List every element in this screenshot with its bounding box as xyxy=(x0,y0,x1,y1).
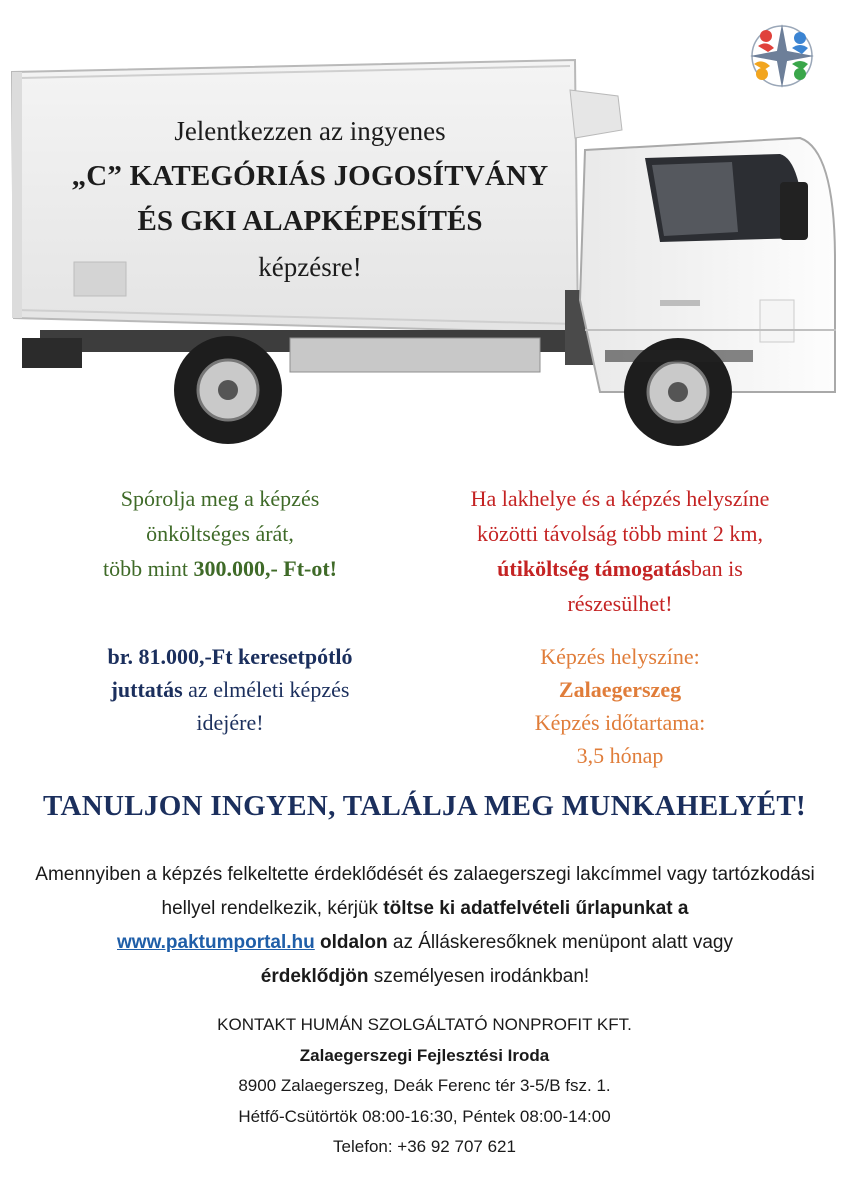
headline-training: képzésre! xyxy=(258,252,362,282)
allowance-line-2 xyxy=(30,673,430,706)
allowance-suffix: az elméleti képzés xyxy=(182,677,350,702)
allowance-line-3: idejére! xyxy=(196,710,264,735)
pakt-logo xyxy=(744,18,820,94)
opening-hours: Hétfő-Csütörtök 08:00-16:30, Péntek 08:00-14:00 xyxy=(238,1106,611,1126)
savings-block xyxy=(30,481,410,586)
info-paragraph xyxy=(30,858,820,994)
slogan: TANULJON INGYEN, TALÁLJA MEG MUNKAHELYÉT! xyxy=(43,790,806,822)
paktumportal-link[interactable]: www.paktumportal.hu xyxy=(117,932,315,953)
duration-value: 3,5 hónap xyxy=(576,743,664,768)
travel-line-1: Ha lakhelye és a képzés helyszíne xyxy=(470,486,770,511)
duration-label: Képzés időtartama: xyxy=(534,710,706,735)
location-place-name: Zalaegerszeg xyxy=(558,677,682,702)
travel-line-2: közötti távolság több mint 2 km, xyxy=(477,521,763,546)
allowance-line-1 xyxy=(30,640,430,673)
savings-line-1: Spórolja meg a képzés xyxy=(120,486,320,511)
phone-number: Telefon: +36 92 707 621 xyxy=(333,1137,516,1156)
location-place xyxy=(415,673,825,706)
travel-line-3 xyxy=(415,551,825,586)
travel-line-4: részesülhet! xyxy=(567,591,673,616)
office-address: 8900 Zalaegerszeg, Deák Ferenc tér 3-5/B fsz. 1. xyxy=(238,1076,611,1095)
savings-amount: 300.000,- Ft-ot! xyxy=(193,556,338,581)
allowance-block xyxy=(30,640,430,739)
allowance-word: juttatás xyxy=(110,677,183,702)
savings-prefix: több mint xyxy=(102,556,194,581)
office-name: Zalaegerszegi Fejlesztési Iroda xyxy=(299,1045,550,1065)
company-name: KONTAKT HUMÁN SZOLGÁLTATÓ NONPROFIT KFT. xyxy=(217,1015,632,1034)
info-oldalon: oldalon xyxy=(320,932,388,953)
headline-license: „C” KATEGÓRIÁS JOGOSÍTVÁNY xyxy=(71,160,549,192)
info-inquire: érdeklődjön xyxy=(260,966,369,987)
travel-support-block xyxy=(415,481,825,621)
headline-qualification: ÉS GKI ALAPKÉPESÍTÉS xyxy=(137,205,483,237)
contact-block xyxy=(0,1010,849,1163)
info-form-callout: töltse ki adatfelvételi űrlapunkat a xyxy=(383,898,689,919)
headline-intro: Jelentkezzen az ingyenes xyxy=(174,116,446,146)
savings-line-3 xyxy=(30,551,410,586)
allowance-amount: br. 81.000,-Ft keresetpótló xyxy=(107,644,353,669)
info-text-1: Amennyiben a képzés felkeltette érdeklődését és zalaegerszegi lakcímmel vagy tartózkodási hellyel rendelkezik, kérjük xyxy=(35,864,815,919)
travel-support-highlight: útiköltség támogatás xyxy=(497,556,691,581)
location-block xyxy=(415,640,825,772)
info-text-3: személyesen irodánkban! xyxy=(368,966,590,987)
location-label: Képzés helyszíne: xyxy=(540,644,700,669)
savings-line-2: önköltséges árát, xyxy=(146,521,294,546)
travel-suffix: ban is xyxy=(690,556,743,581)
info-text-2: az Álláskeresőknek menüpont alatt vagy xyxy=(387,932,733,953)
